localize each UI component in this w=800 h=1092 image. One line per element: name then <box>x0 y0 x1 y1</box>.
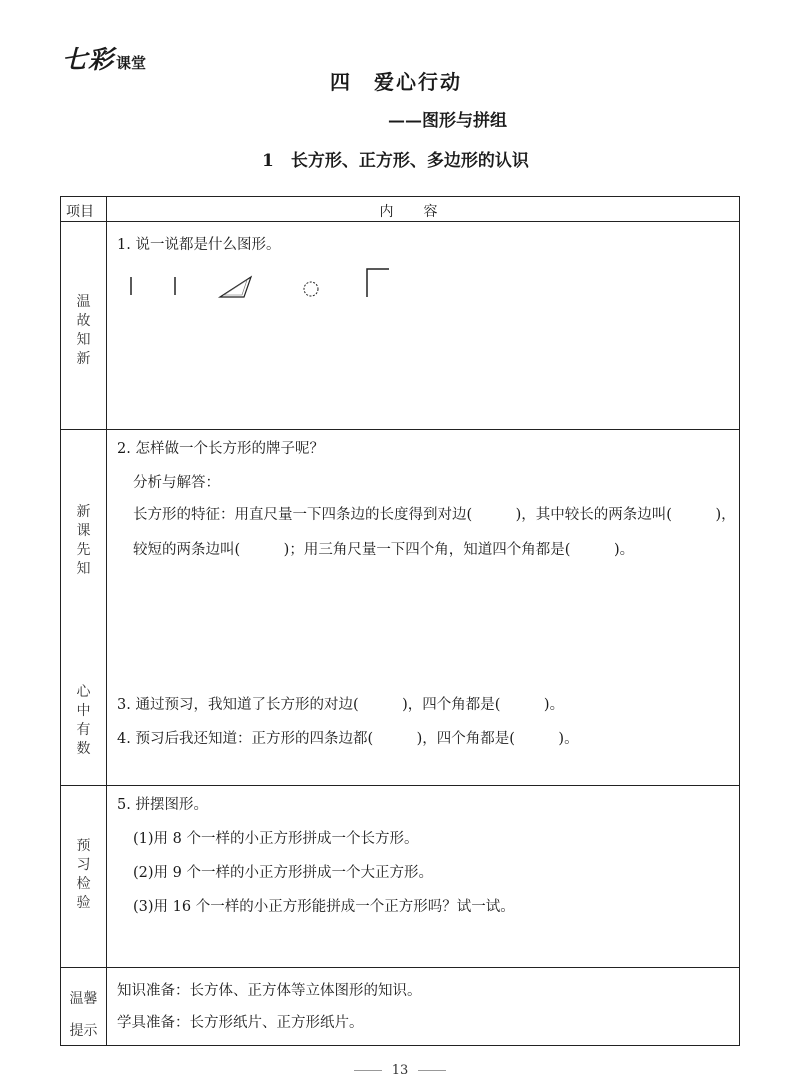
page-number-text: 13 <box>391 1063 409 1078</box>
label-mind: 心 中 有 数 <box>76 684 91 757</box>
triangle-hatch-icon <box>224 280 247 295</box>
shapes-illustration <box>127 265 427 305</box>
tip-tools: 学具准备：长方形纸片、正方形纸片。 <box>117 1015 364 1031</box>
page-number <box>0 1063 800 1078</box>
unit-title: 四 爱心行动 <box>330 70 462 94</box>
question-1: 1. 说一说都是什么图形。 <box>117 237 281 253</box>
question-5-part-1: (1)用 8 个一样的小正方形拼成一个长方形。 <box>133 831 419 847</box>
page-number-dash <box>418 1070 446 1071</box>
question-4: 4. 预习后我还知道：正方形的四条边都( )，四个角都是( )。 <box>117 731 579 747</box>
circle-icon <box>304 282 318 296</box>
label-review: 温 故 知 新 <box>76 294 91 367</box>
column-divider <box>106 197 107 1045</box>
logo-sub-text: 课堂 <box>116 54 147 72</box>
analysis-label: 分析与解答： <box>133 475 220 491</box>
triangle-icon <box>220 277 251 297</box>
publisher-logo <box>62 40 146 76</box>
page-number-dash <box>354 1070 382 1071</box>
row-divider <box>61 785 739 786</box>
label-tips: 温馨 提示 <box>69 991 98 1039</box>
header-item: 项目 <box>66 204 94 220</box>
question-2: 2. 怎样做一个长方形的牌子呢？ <box>117 441 324 457</box>
question-3: 3. 通过预习，我知道了长方形的对边( )，四个角都是( )。 <box>117 697 565 713</box>
tip-knowledge: 知识准备：长方体、正方体等立体图形的知识。 <box>117 983 422 999</box>
row-divider <box>61 429 739 430</box>
logo-main-text: 七彩 <box>62 45 115 74</box>
label-new-lesson: 新 课 先 知 <box>76 504 91 577</box>
lesson-title: 1 长方形、正方形、多边形的认识 <box>262 151 529 171</box>
right-angle-icon <box>367 269 389 297</box>
label-check: 预 习 检 验 <box>76 838 91 911</box>
row-divider <box>61 221 739 222</box>
answer-paragraph: 长方形的特征：用直尺量一下四条边的长度得到对边( )，其中较长的两条边叫( )，较短的两条边叫( )；用三角尺量一下四个角，知道四个角都是( )。 <box>133 507 736 558</box>
question-5: 5. 拼摆图形。 <box>117 797 208 813</box>
question-5-part-2: (2)用 9 个一样的小正方形拼成一个大正方形。 <box>133 865 433 881</box>
question-5-part-3: (3)用 16 个一样的小正方形能拼成一个正方形吗？试一试。 <box>133 899 515 915</box>
header-content: 内容 <box>379 204 468 220</box>
unit-subtitle: ——图形与拼组 <box>388 111 507 131</box>
preview-table <box>60 196 740 1046</box>
row-divider <box>61 967 739 968</box>
